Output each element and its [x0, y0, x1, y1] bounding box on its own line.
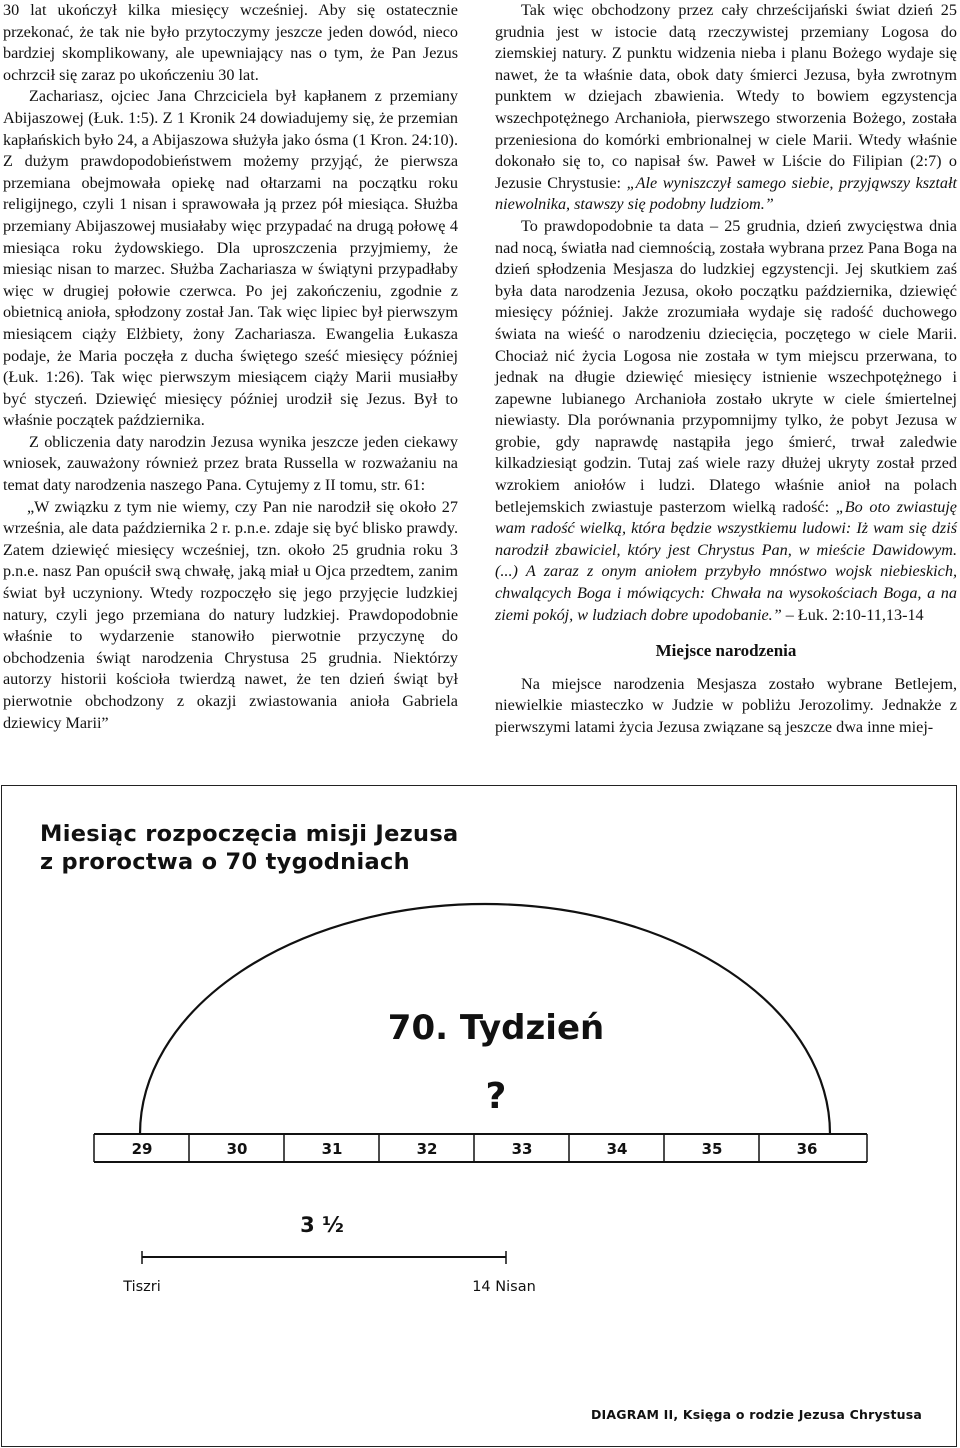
week-label: 70. Tydzień [387, 1008, 605, 1048]
end-date-label: 14 Nisan [472, 1279, 536, 1295]
timeline-label-35: 35 [701, 1140, 723, 1158]
question-mark: ? [485, 1076, 507, 1117]
timeline-label-29: 29 [131, 1140, 153, 1158]
left-column [3, 0, 458, 734]
scripture-quote: „Bo oto zwiastuję wam radość wielką, która będzie wszystkiemu ludowi: Iż wam się dziś narodził zbawiciel, który jest Chrystus Pan, w mieście Dawidowym. (...) A zaraz z onym aniołem przybyło mnóstwo wojsk niebieskich, chwalących Boga i mówiących: Chwała na wysokościach Boga, a na ziemi pokój, w ludziach dobre upodobanie.” [495, 497, 957, 624]
span-label: 3 ½ [300, 1213, 344, 1237]
start-month-label: Tiszri [123, 1279, 161, 1295]
timeline-label-32: 32 [416, 1140, 438, 1158]
timeline-diagram [2, 786, 955, 1445]
timeline-label-31: 31 [321, 1140, 343, 1158]
diagram-title-line: Miesiąc rozpoczęcia misji Jezusa [40, 821, 459, 847]
paragraph: Z obliczenia daty narodzin Jezusa wynika jeszcze jeden ciekawy wniosek, zauważony również przez brata Russella w rozważaniu na temat daty narodzenia naszego Pana. Cytujemy z II tomu, str. 61: [3, 432, 458, 495]
timeline-label-33: 33 [511, 1140, 533, 1158]
section-heading: Miejsce narodzenia [655, 641, 797, 661]
timeline-dividers [94, 1134, 867, 1162]
scripture-reference: – Łuk. 2:10-11,13-14 [781, 605, 924, 624]
paragraph-text: Tak więc obchodzony przez cały chrześcijański świat dzień 25 grudnia jest w istocie datą rzeczywistej przemiany Logosa do ziemskiej natury. Z punktu widzenia nieba i planu Bożego wydaje się nawet, że ta właśnie data, obok daty śmierci Jezusa, była zwrotnym punktem w dziejach zbawienia. Wtedy to bowiem egzystencja wszechpotężnego Archanioła, pierwszego stworzenia Bożego, została przeniesiona do komórki embrionalnej w ciele Marii. Wtedy właśnie dokonało się to, co napisał św. Paweł w Liście do Filipian (2:7) o Jezusie Chrystusie: [495, 1, 957, 192]
paragraph [495, 0, 957, 216]
paragraph: 30 lat ukończył kilka miesięcy wcześniej. Aby się ostatecznie przekonać, że tak nie było przytoczymy jeszcze jeden dowód, nieco bardziej skomplikowany, ale upewniający nas o tym, że Pan Jezus ochrzcił się zaraz po ukończeniu 30 lat. [3, 1, 458, 84]
diagram-frame [1, 785, 957, 1447]
paragraph: Zachariasz, ojciec Jana Chrzciciela był kapłanem z przemiany Abijaszowej (Łuk. 1:5). Z 1 Kronik 24 dowiadujemy się, że przemian kapłańskich było 24, a Abijaszowa służyła jako ósma (1 Kron. 24:10). Z dużym prawdopodobieństwem możemy przyjąć, że pierwsza przemiana obejmowała opiekę nad ołtarzami na początku roku religijnego, czyli 1 nisan i sprawowała ją przez pół miesiąca. Służba przemiany Abijaszowej musiałaby więc przypadać na drugą połowę 4 miesiąca roku żydowskiego. Dla uproszczenia przyjmiemy, że miesiąc nisan to marzec. Służba Zachariasza w świątyni przypadłaby więc w drugiej połowie czerwca. Po jej zakończeniu, zgodnie z obietnicą anioła, spłodzony został Jan. Tak więc lipiec był pierwszym miesiącem ciąży Elżbiety, żony Zachariasza. Ewangelia Łukasza podaje, że Maria poczęła z ducha świętego sześć miesięcy później (Łuk. 1:26). Tak więc pierwszym miesiącem ciąży Marii musiałby być styczeń. Dziewięć miesięcy później urodził się Jezus. Był to właśnie początek października. [3, 87, 458, 430]
diagram-caption: DIAGRAM II, Księga o rodzie Jezusa Chrystusa [590, 1407, 922, 1422]
timeline-label-34: 34 [606, 1140, 628, 1158]
timeline-label-36: 36 [796, 1140, 818, 1158]
paragraph [495, 216, 957, 626]
timeline-label-30: 30 [226, 1140, 248, 1158]
quotation: „W związku z tym nie wiemy, czy Pan nie narodził się około 27 września, ale data października 2 r. p.n.e. zdaje się być blisko prawdy. Zatem dziewięć miesięcy wcześniej, tzn. około 25 grudnia roku 3 p.n.e. nasz Pan opuścił swą chwałę, jaką miał u Ojca przedtem, zanim świat był uczyniony. Wtedy rozpoczęło się jego przyjęcie ludzkiej natury, czyli jego przemiana do natury ludzkiej. Prawdopodobnie właśnie to wydarzenie stanowiło pierwotnie przyczynę do obchodzenia świąt narodzenia Chrystusa 25 grudnia. Niektórzy autorzy historii kościoła twierdzą nawet, że ten dzień świąt był pierwotnie obchodzony z okazji zwiastowania anioła Gabriela dziewicy Marii” [3, 497, 458, 732]
diagram-title-line: z proroctwa o 70 tygodniach [40, 849, 410, 875]
paragraph-text: To prawdopodobnie ta data – 25 grudnia, dzień zwycięstwa dnia nad nocą, światła nad ciemnością, została wybrana przez Pana Boga na dzień spłodzenia Mesjasza do ludzkiej egzystencji. Jej skutkiem zaś była data narodzenia Jezusa, około początku października, dziewięć miesięcy później. Jakże zrozumiała wydaje się radość duchowego świata na wieść o narodzeniu dziecięcia, poczętego w ciele Marii. Chociaż nić życia Logosa nie została w tym miejscu przerwana, to jednak na długie dziewięć miesięcy istnienie wszechpotężnego i zapewne lubianego Archanioła zostało ukryte w ciele śmiertelnej niewiasty. Dla porównania przypomnijmy tylko, że pobyt Jezusa w grobie, gdy naprawdę nastąpiła jego śmierć, trwał zaledwie kilkadziesiąt godzin. Tutaj zaś wiele razy dłużej ukryty został przed wzrokiem aniołów i ludzi. Dlatego właśnie anioł na polach betlejemskich zwiastuje pasterzom wielką radość: [495, 216, 957, 516]
right-column [495, 0, 957, 739]
paragraph: Na miejsce narodzenia Mesjasza zostało wybrane Betlejem, niewielkie miasteczko w Judzie w pobliżu Jerozolimy. Jednakże z pierwszymi latami życia Jezusa związane są jeszcze dwa inne miej- [495, 674, 957, 736]
scripture-quote: „Ale wyniszczył samego siebie, przyjąwszy kształt niewolnika, stawszy się podobny ludziom.” [495, 173, 957, 214]
